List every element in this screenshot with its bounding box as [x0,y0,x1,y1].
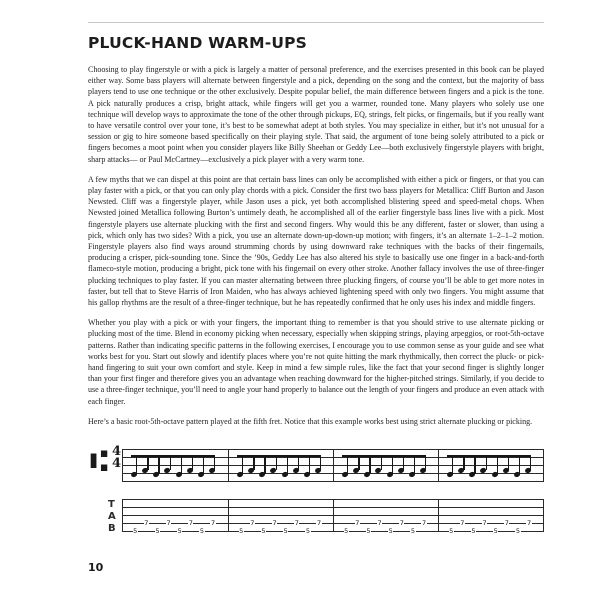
tab-fret-number: 5 [261,526,266,535]
tab-fret-number: 7 [526,518,532,527]
tab-fret-number: 7 [272,518,277,527]
tab-fret-number: 5 [305,526,310,535]
top-rule-divider [88,22,544,23]
time-signature-top: 4 [112,444,122,460]
tab-fret-number: 7 [294,518,299,527]
tab-fret-number: 5 [493,526,498,535]
tab-fret-number: 7 [482,518,487,527]
music-notation-example [88,441,544,549]
tab-fret-number: 5 [515,526,520,535]
tab-fret-number: 5 [366,526,371,535]
note-stem [474,457,475,474]
tab-letter-b: B [108,523,116,535]
tab-fret-number: 7 [316,518,322,527]
tab-fret-number: 7 [355,518,360,527]
tab-fret-number: 7 [504,518,509,527]
tab-fret-number: 5 [388,526,393,535]
paragraph-1: Choosing to play fingerstyle or with a pick is largely a matter of personal preference, and the exercises presented in this book can be played either way. Some bass players will alternate between fingerstyle and a pick, depending on the song and the context, but the majority of bass players tend to use one technique or the other exclusively. Despite popular belief, the main difference between fingers and a pick is the tone. A pick naturally produces a crisp, bright attack, while fingers will get you a warmer, rounded tone. Many players who solely use one technique will develop ways to approximate the tone of the other through pickups, EQ, strings, felt picks, or fingernails, but if you really want to have versatile control over your tone, it’s best to be somewhat adept at both styles. You may specialize in either, but it’s not unusual for a session or gig to hire someone based specifically on their playing style. That said, the argument of tone being solely attributed to a pick or fingers becomes a moot point when you consider players like Billy Sheehan or Geddy Lee—both exclusively fingerstyle players with bright, sharp attacks— or Paul McCartney—exclusively a pick player with a very warm tone. [88,65,544,164]
clef-and-time-signature [88,441,122,493]
tab-fret-number: 5 [239,526,244,535]
time-signature [112,446,121,470]
tab-fret-number: 7 [144,518,149,527]
tab-fret-number: 5 [283,526,288,535]
tab-fret-number: 7 [250,518,255,527]
tab-fret-number: 7 [460,518,465,527]
note-stem [158,457,159,474]
tab-letter-a: A [108,511,116,523]
tab-fret-number: 5 [177,526,182,535]
tab-fret-number: 7 [399,518,404,527]
tab-fret-number: 7 [210,518,216,527]
tab-fret-number: 7 [377,518,382,527]
tab-fret-number: 5 [471,526,476,535]
tab-fret-number: 5 [410,526,415,535]
tab-fret-number: 5 [199,526,204,535]
tab-fret-number: 5 [449,526,454,535]
note-stem [369,457,370,474]
tab-fret-number: 5 [133,526,138,535]
tab-fret-number: 7 [421,518,427,527]
tab-fret-number: 7 [166,518,171,527]
tab-fret-number: 7 [188,518,193,527]
time-signature-bottom: 4 [112,456,122,472]
bass-clef-icon: ⑆ [90,444,108,480]
tab-fret-number: 5 [155,526,160,535]
paragraph-3: Whether you play with a pick or with your fingers, the important thing to remember is that you should strive to use alternate picking or plucking most of the time. Blend in economy picking when necessary, especially when skipping strings, playing arpeggios, or root-5th-octave patterns. Rather than indicating specific patterns in the following exercises, I encourage you to use common sense as your guide and see what works best for you. Start out slowly and identify places where you’re not quite hitting the mark rhythmically, then correct the pluck- or pick-hand fingering to suit your own comfort and style. Keep in mind a few simple rules, like the fact that your second finger is slightly longer than your first finger and therefore gives you an advantage when reaching downward for the higher-pitched strings. Similarly, if you decide to use a three-finger technique, you’ll need to angle your hand properly to balance out the length of your fingers and produce an even attack with each finger. [88,318,544,406]
paragraph-4: Here’s a basic root-5th-octave pattern played at the fifth fret. Notice that this example works best using strict alternate plucking or picking. [88,416,533,426]
tab-letter-t: T [108,499,115,511]
tab-fret-number: 5 [344,526,349,535]
page-number: 10 [88,561,104,574]
staff-system [88,441,544,549]
note-stem [264,457,265,474]
paragraph-2: A few myths that we can dispel at this point are that certain bass lines can only be accomplished with either a pick or fingers, or that you can play faster with a pick, or that you can only play chords with a pick. Consider the first two bass players for Metallica: Cliff Burton and Jason Newsted. Cliff was a fingerstyle player, while Jason uses a pick, yet both accomplished blistering speed and speed-metal chops. When Newsted joined Metallica following Burton’s untimely death, he accomplished all of the earlier fingerstyle bass lines live with a pick. Most fingerstyle players use alternate plucking with the first and second fingers. Why would this be any different, faster or slower, than using a pick, which only has two sides? With a pick, you use an alternate down-up-down-up motion; with fingers, it’s an alternate 1–2–1–2 motion. Fingerstyle players also find ways around strumming chords by using downward rake techniques with the backs of their fingernails, producing a crisper, pick-sounding tone. Since the ’90s, Geddy Lee has also altered his style to basically use one finger in a back-and-forth flameco-style motion, producing a bright, pick tone with his fingernail on every other stroke. Another fallacy involves the use of three-finger plucking techniques to play faster. If you can master alternating between three plucking fingers, of course you’ll be able to get more notes in faster, but tell that to Steve Harris of Iron Maiden, who has always achieved lightening speed with only two fingers. You might assume that his gallop rhythms are the result of a three-finger technique, but he has repeatedly confirmed that he only uses his index and middle fingers. [88,174,544,308]
page-title: PLUCK-HAND WARM-UPS [88,34,308,52]
